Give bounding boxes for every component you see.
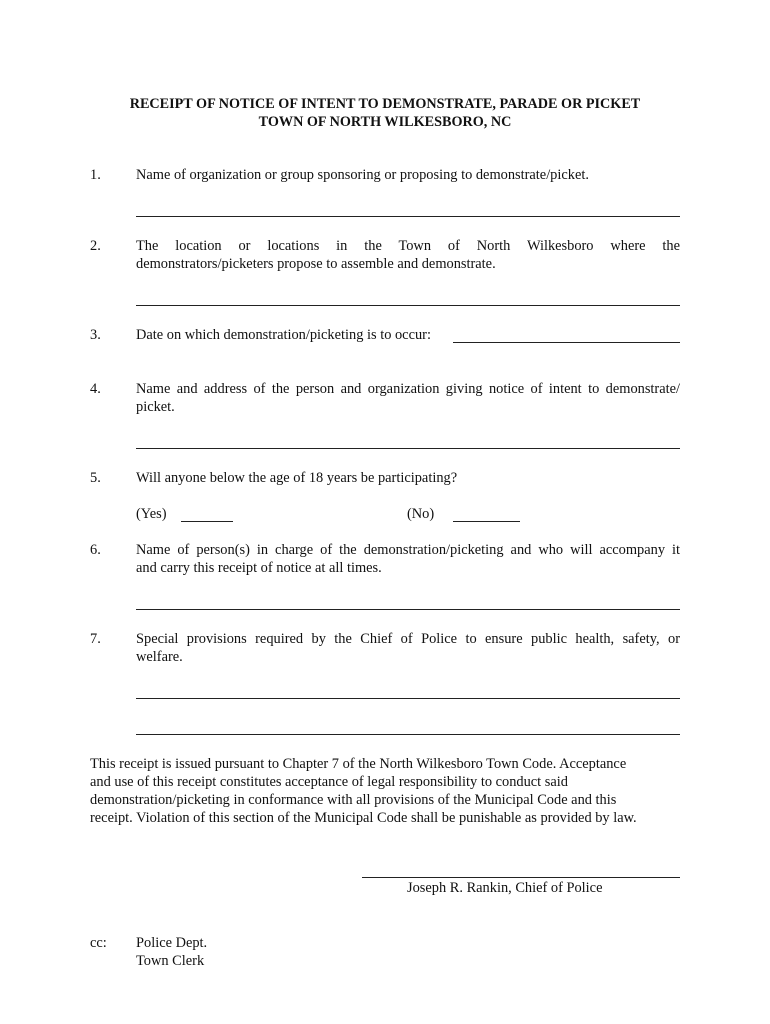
item-5-number: 5. (90, 470, 101, 486)
item-2-question-line-2: demonstrators/picketers propose to assemble and demonstrate. (136, 256, 496, 272)
statement-line-2: and use of this receipt constitutes acceptance of legal responsibility to conduct said (90, 774, 568, 790)
item-7-question-line-2: welfare. (136, 649, 183, 665)
item-6-question-line-1: Name of person(s) in charge of the demonstration/picketing and who will accompany it (136, 542, 680, 558)
form-title: RECEIPT OF NOTICE OF INTENT TO DEMONSTRATE, PARADE OR PICKET (129, 96, 641, 112)
form-subtitle: TOWN OF NORTH WILKESBORO, NC (258, 114, 512, 130)
item-3-question: Date on which demonstration/picketing is to occur: (136, 327, 431, 343)
no-label: (No) (407, 506, 435, 522)
item-7-number: 7. (90, 631, 101, 647)
item-6-number: 6. (90, 542, 101, 558)
item-2-question-line-1: The location or locations in the Town of North Wilkesboro where the (136, 238, 680, 254)
cc-recipient-police: Police Dept. (136, 935, 208, 951)
no-answer-line[interactable] (453, 521, 520, 522)
signature-line[interactable] (362, 877, 680, 878)
item-7-answer-line-1[interactable] (136, 698, 680, 699)
item-4-question-line-2: picket. (136, 399, 175, 415)
item-1-number: 1. (90, 167, 101, 183)
item-1-answer-line[interactable] (136, 216, 680, 217)
yes-answer-line[interactable] (181, 521, 233, 522)
item-7-answer-line-2[interactable] (136, 734, 680, 735)
yes-label: (Yes) (136, 506, 167, 522)
cc-recipient-clerk: Town Clerk (136, 953, 205, 969)
item-6-answer-line[interactable] (136, 609, 680, 610)
item-1-question: Name of organization or group sponsoring or proposing to demonstrate/picket. (136, 167, 589, 183)
cc-label: cc: (90, 935, 107, 951)
item-5-question: Will anyone below the age of 18 years be participating? (136, 470, 458, 486)
item-2-answer-line[interactable] (136, 305, 680, 306)
statement-line-1: This receipt is issued pursuant to Chapter 7 of the North Wilkesboro Town Code. Acceptance (90, 756, 627, 772)
item-4-number: 4. (90, 381, 101, 397)
item-3-number: 3. (90, 327, 101, 343)
item-4-answer-line[interactable] (136, 448, 680, 449)
item-2-number: 2. (90, 238, 101, 254)
item-4-question-line-1: Name and address of the person and organization giving notice of intent to demonstrate/ (136, 381, 680, 397)
statement-line-4: receipt. Violation of this section of the Municipal Code shall be punishable as provided by law. (90, 810, 637, 826)
item-3-date-line[interactable] (453, 342, 680, 343)
signature-name: Joseph R. Rankin, Chief of Police (407, 880, 603, 896)
item-7-question-line-1: Special provisions required by the Chief of Police to ensure public health, safety, or (136, 631, 680, 647)
item-6-question-line-2: and carry this receipt of notice at all times. (136, 560, 382, 576)
statement-line-3: demonstration/picketing in conformance with all provisions of the Municipal Code and this (90, 792, 617, 808)
